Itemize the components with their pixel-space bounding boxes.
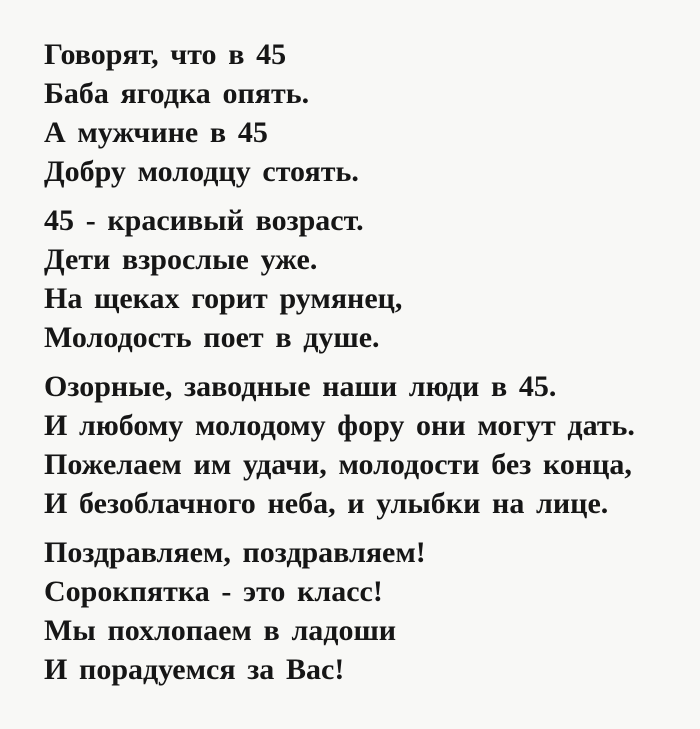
stanza-1 [44, 35, 670, 191]
poem-line: Сорокпятка - это класс! [44, 575, 383, 608]
stanza-3 [44, 367, 670, 523]
poem-line: 45 - красивый возраст. [44, 204, 364, 237]
poem-line: А мужчине в 45 [44, 116, 268, 149]
poem-line: И любому молодому фору они могут дать. [44, 409, 635, 442]
poem-line: Баба ягодка опять. [44, 77, 310, 110]
poem-line: Поздравляем, поздравляем! [44, 536, 426, 569]
poem-line: Дети взрослые уже. [44, 243, 318, 276]
stanza-2 [44, 201, 670, 357]
poem-line: Молодость поет в душе. [44, 321, 380, 354]
poem-line: Говорят, что в 45 [44, 38, 287, 71]
poem-line: Пожелаем им удачи, молодости без конца, [44, 448, 632, 481]
stanza-4 [44, 533, 670, 689]
poem-line: Озорные, заводные наши люди в 45. [44, 370, 557, 403]
poem-line: На щеках горит румянец, [44, 282, 403, 315]
poem-line: Мы похлопаем в ладоши [44, 614, 397, 647]
poem-line: И порадуемся за Вас! [44, 653, 345, 686]
poem-line: Добру молодцу стоять. [44, 155, 359, 188]
poem-line: И безоблачного неба, и улыбки на лице. [44, 487, 609, 520]
